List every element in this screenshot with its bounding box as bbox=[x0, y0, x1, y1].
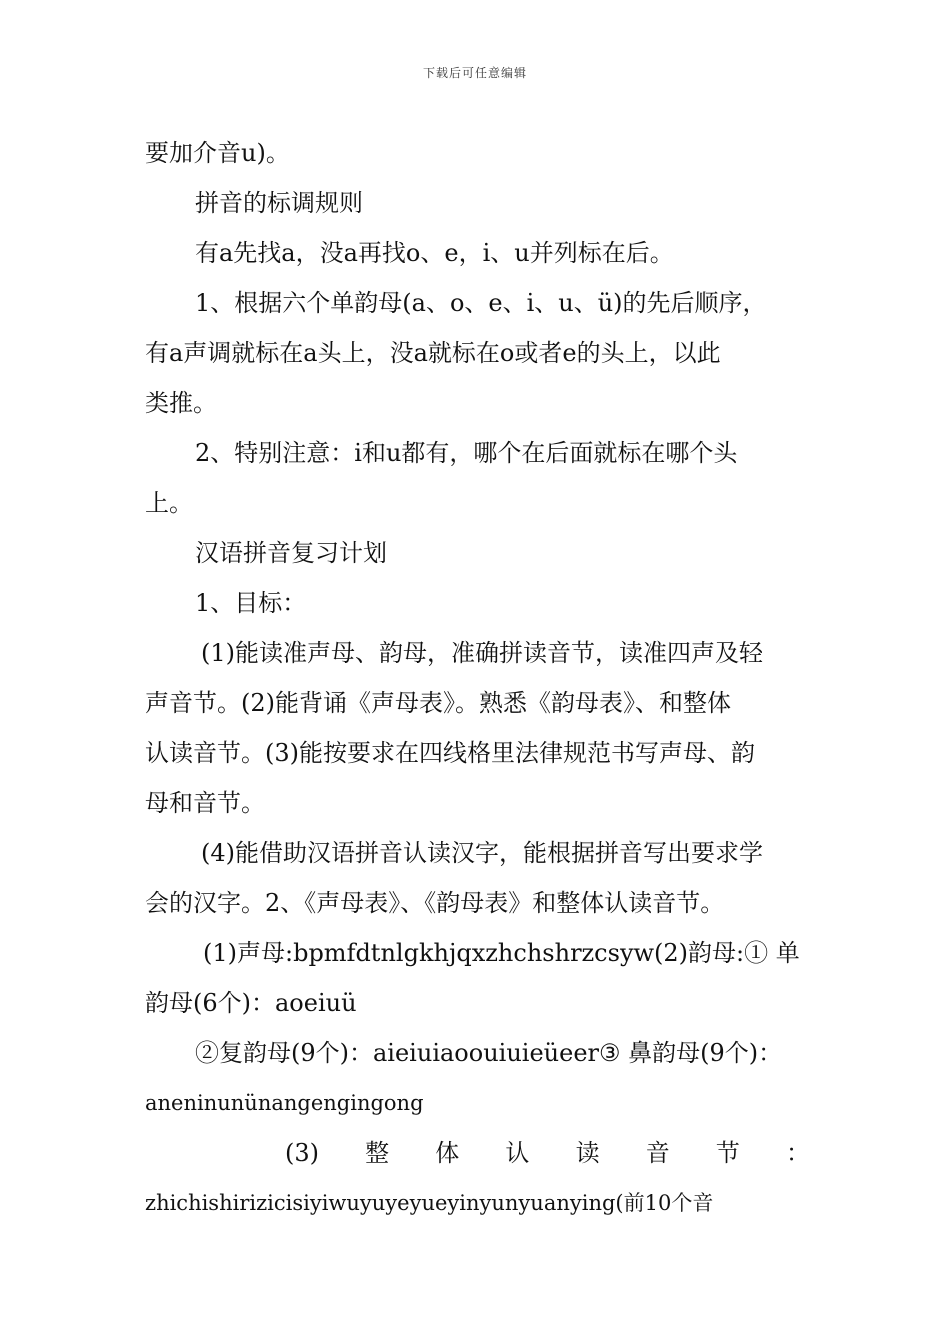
spaced-heading-char: 整 bbox=[365, 1139, 390, 1167]
paragraph-line: 认读音节。(3)能按要求在四线格里法律规范书写声母、韵 bbox=[145, 739, 755, 767]
paragraph-line: 声音节。(2)能背诵《声母表》。熟悉《韵母表》、和整体 bbox=[145, 689, 731, 717]
paragraph-line: 1、目标： bbox=[195, 589, 307, 617]
paragraph-line: zhichishirizicisiyiwuyuyeyueyinyunyuanying(前10个音 bbox=[145, 1191, 714, 1215]
paragraph-line: 会的汉字。2、《声母表》、《韵母表》和整体认读音节。 bbox=[145, 889, 725, 917]
spaced-heading-char: 读 bbox=[575, 1139, 600, 1167]
section-heading-review-plan: 汉语拼音复习计划 bbox=[195, 539, 387, 567]
spaced-heading-char: 体 bbox=[435, 1139, 460, 1167]
paragraph-line: 1、根据六个单韵母(a、o、e、i、u、ü)的先后顺序， bbox=[195, 289, 767, 317]
section-heading-tone-rules: 拼音的标调规则 bbox=[195, 189, 363, 217]
spaced-heading-char: ： bbox=[785, 1139, 810, 1167]
spaced-heading-char: 音 bbox=[645, 1139, 670, 1167]
paragraph-line: 类推。 bbox=[145, 389, 217, 417]
page-header: 下载后可任意编辑 bbox=[422, 66, 527, 80]
paragraph-line: (1)能读准声母、韵母，准确拼读音节，读准四声及轻 bbox=[201, 639, 763, 667]
spaced-heading-char: 认 bbox=[505, 1139, 530, 1167]
spaced-heading-line bbox=[145, 1128, 810, 1178]
paragraph-line: 有a先找a，没a再找o、e，i、u并列标在后。 bbox=[195, 239, 674, 267]
paragraph-line: 上。 bbox=[145, 489, 193, 517]
paragraph-line: (4)能借助汉语拼音认读汉字，能根据拼音写出要求学 bbox=[201, 839, 763, 867]
paragraph-line: 母和音节。 bbox=[145, 789, 265, 817]
paragraph-line: 有a声调就标在a头上，没a就标在o或者e的头上，以此 bbox=[145, 339, 721, 367]
spaced-heading-char: 节 bbox=[715, 1139, 740, 1167]
paragraph-line: 要加介音u)。 bbox=[145, 139, 290, 167]
spaced-heading-char: (3) bbox=[285, 1139, 319, 1167]
paragraph-line: ②复韵母(9个)：aieiuiaoouiuieüeer③ 鼻韵母(9个)： bbox=[195, 1039, 783, 1067]
paragraph-line: 韵母(6个)：aoeiuü bbox=[145, 989, 357, 1017]
paragraph-line: (1)声母:bpmfdtnlgkhjqxzhchshrzcsyw(2)韵母:① 单 bbox=[203, 939, 800, 967]
paragraph-line: 2、特别注意：i和u都有，哪个在后面就标在哪个头 bbox=[195, 439, 738, 467]
document-body bbox=[145, 128, 810, 1228]
paragraph-line: aneninunünangengingong bbox=[145, 1091, 424, 1115]
